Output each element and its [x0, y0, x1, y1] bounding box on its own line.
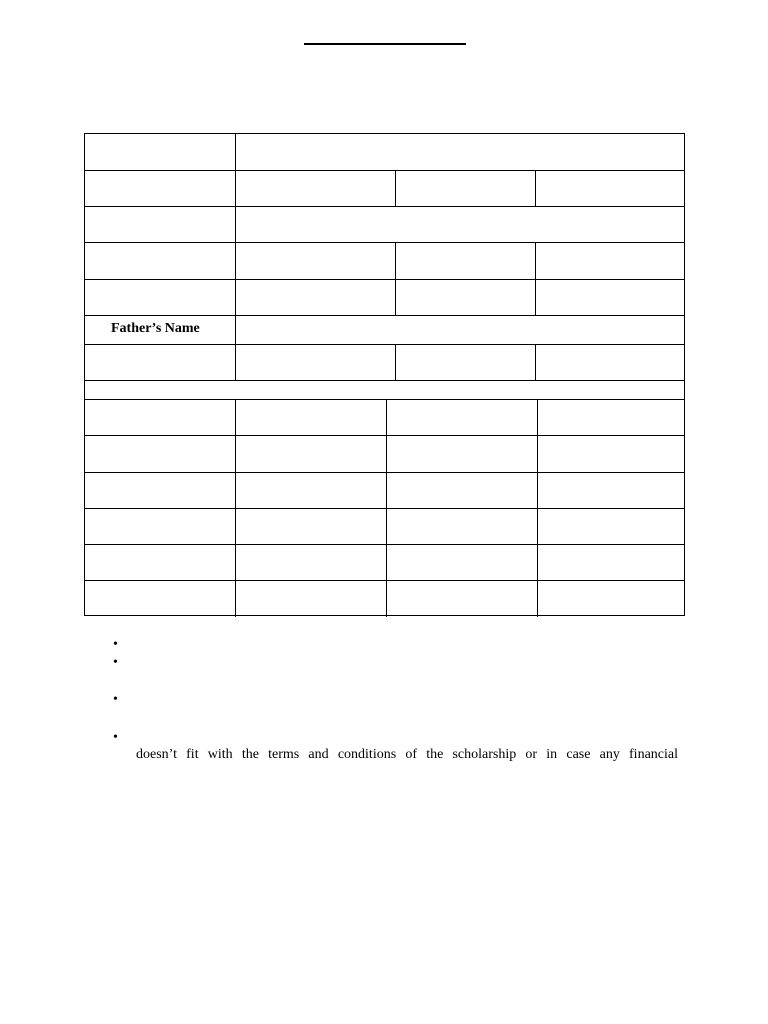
- column-divider: [535, 170, 536, 206]
- fathers-name-label: Father’s Name: [111, 321, 200, 336]
- row-divider: [85, 242, 684, 243]
- scholarship-terms-text: doesn’t fit with the terms and conditions of the scholarship or in case any financial: [136, 747, 678, 762]
- row-divider: [85, 315, 684, 316]
- column-divider: [535, 242, 536, 315]
- row-divider: [85, 279, 684, 280]
- row-divider: [85, 580, 684, 581]
- bullet-point: •: [113, 730, 118, 745]
- column-divider: [395, 344, 396, 380]
- title-underline: [304, 43, 466, 45]
- label-column-divider: [235, 134, 236, 380]
- column-divider: [535, 344, 536, 380]
- row-divider: [85, 344, 684, 345]
- column-divider: [395, 170, 396, 206]
- bullet-point: •: [113, 637, 118, 652]
- bullet-point: •: [113, 655, 118, 670]
- bullet-point: •: [113, 692, 118, 707]
- row-divider: [85, 435, 684, 436]
- row-divider: [85, 206, 684, 207]
- column-divider: [386, 399, 387, 617]
- row-divider: [85, 508, 684, 509]
- row-divider: [85, 544, 684, 545]
- row-divider: [85, 380, 684, 381]
- column-divider: [537, 399, 538, 617]
- row-divider: [85, 472, 684, 473]
- label-column-divider: [235, 399, 236, 617]
- row-divider: [85, 170, 684, 171]
- row-divider: [85, 399, 684, 400]
- application-form-table: [84, 133, 685, 616]
- column-divider: [395, 242, 396, 315]
